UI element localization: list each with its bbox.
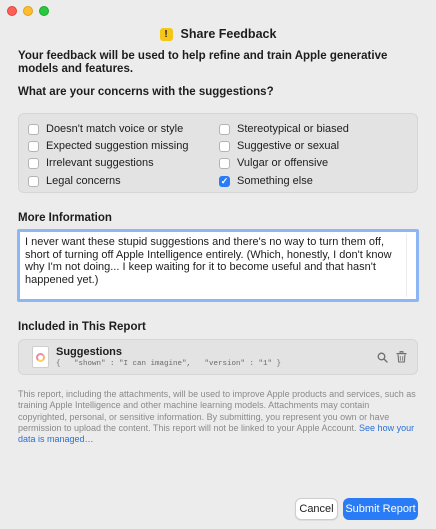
checkbox[interactable] [28,124,39,135]
document-icon [32,346,49,368]
concern-label: Suggestive or sexual [237,140,340,152]
concern-option-expected-missing[interactable] [28,139,188,153]
concern-option-vulgar[interactable] [219,156,328,170]
checkbox[interactable] [28,158,39,169]
concern-label: Something else [237,175,313,187]
concern-option-something-else[interactable] [219,174,313,188]
attachment-title: Suggestions [56,346,123,358]
concern-option-voice-style[interactable] [28,122,183,136]
concern-option-stereotypical[interactable] [219,122,349,136]
checkbox[interactable] [28,176,39,187]
checkbox[interactable] [28,141,39,152]
checkbox[interactable] [219,158,230,169]
concerns-group [18,113,418,193]
data-management-link[interactable]: See how your data is managed… [18,422,415,445]
attachment-row [18,339,418,375]
included-report-label: Included in This Report [18,321,146,333]
concerns-question: What are your concerns with the suggestions? [18,86,274,98]
more-information-textarea[interactable] [17,229,419,302]
attachment-detail: { "shown" : "I can imagine", "version" : "1" } [56,360,282,368]
checkbox[interactable] [219,141,230,152]
warning-icon: ! [160,28,173,41]
concern-label: Expected suggestion missing [46,140,189,152]
more-information-label: More Information [18,212,112,224]
concern-label: Legal concerns [46,175,121,187]
window-title: Share Feedback [180,27,277,41]
disclaimer-body: This report, including the attachments, will be used to improve Apple products and services, such as training Apple Intelligence and other machine learning models. Attachments may contain copyrighted, personal, or sensitive information. By submitting, you represent you own or have permission to upload the content. This report will not be linked to your Apple Account. [18,389,416,433]
concern-label: Vulgar or offensive [237,157,329,169]
cancel-button[interactable]: Cancel [295,498,338,520]
intro-text: Your feedback will be used to help refine and train Apple generative models and features. [18,50,388,75]
title-bar [0,27,436,41]
textarea-scrollbar[interactable] [406,234,414,297]
checkbox-checked[interactable] [219,176,230,187]
trash-icon[interactable] [395,351,407,363]
search-icon[interactable] [376,351,388,363]
concern-label: Stereotypical or biased [237,123,349,135]
checkbox[interactable] [219,124,230,135]
concern-option-suggestive[interactable] [219,139,339,153]
close-button[interactable] [7,6,17,16]
disclaimer-text [18,389,418,445]
concern-option-irrelevant[interactable] [28,156,154,170]
minimize-button[interactable] [23,6,33,16]
submit-report-button[interactable]: Submit Report [343,498,418,520]
concern-option-legal[interactable] [28,174,121,188]
concern-label: Irrelevant suggestions [46,157,154,169]
window-controls [7,6,49,16]
concern-label: Doesn't match voice or style [46,123,184,135]
textarea-value: I never want these stupid suggestions and there's no way to turn them off, short of turning off Apple Intelligence entirely. (Which, honestly, I don't know why I'm not doing... I keep waiting for it to become useful and that hasn't happened yet.) [25,236,392,286]
zoom-button[interactable] [39,6,49,16]
